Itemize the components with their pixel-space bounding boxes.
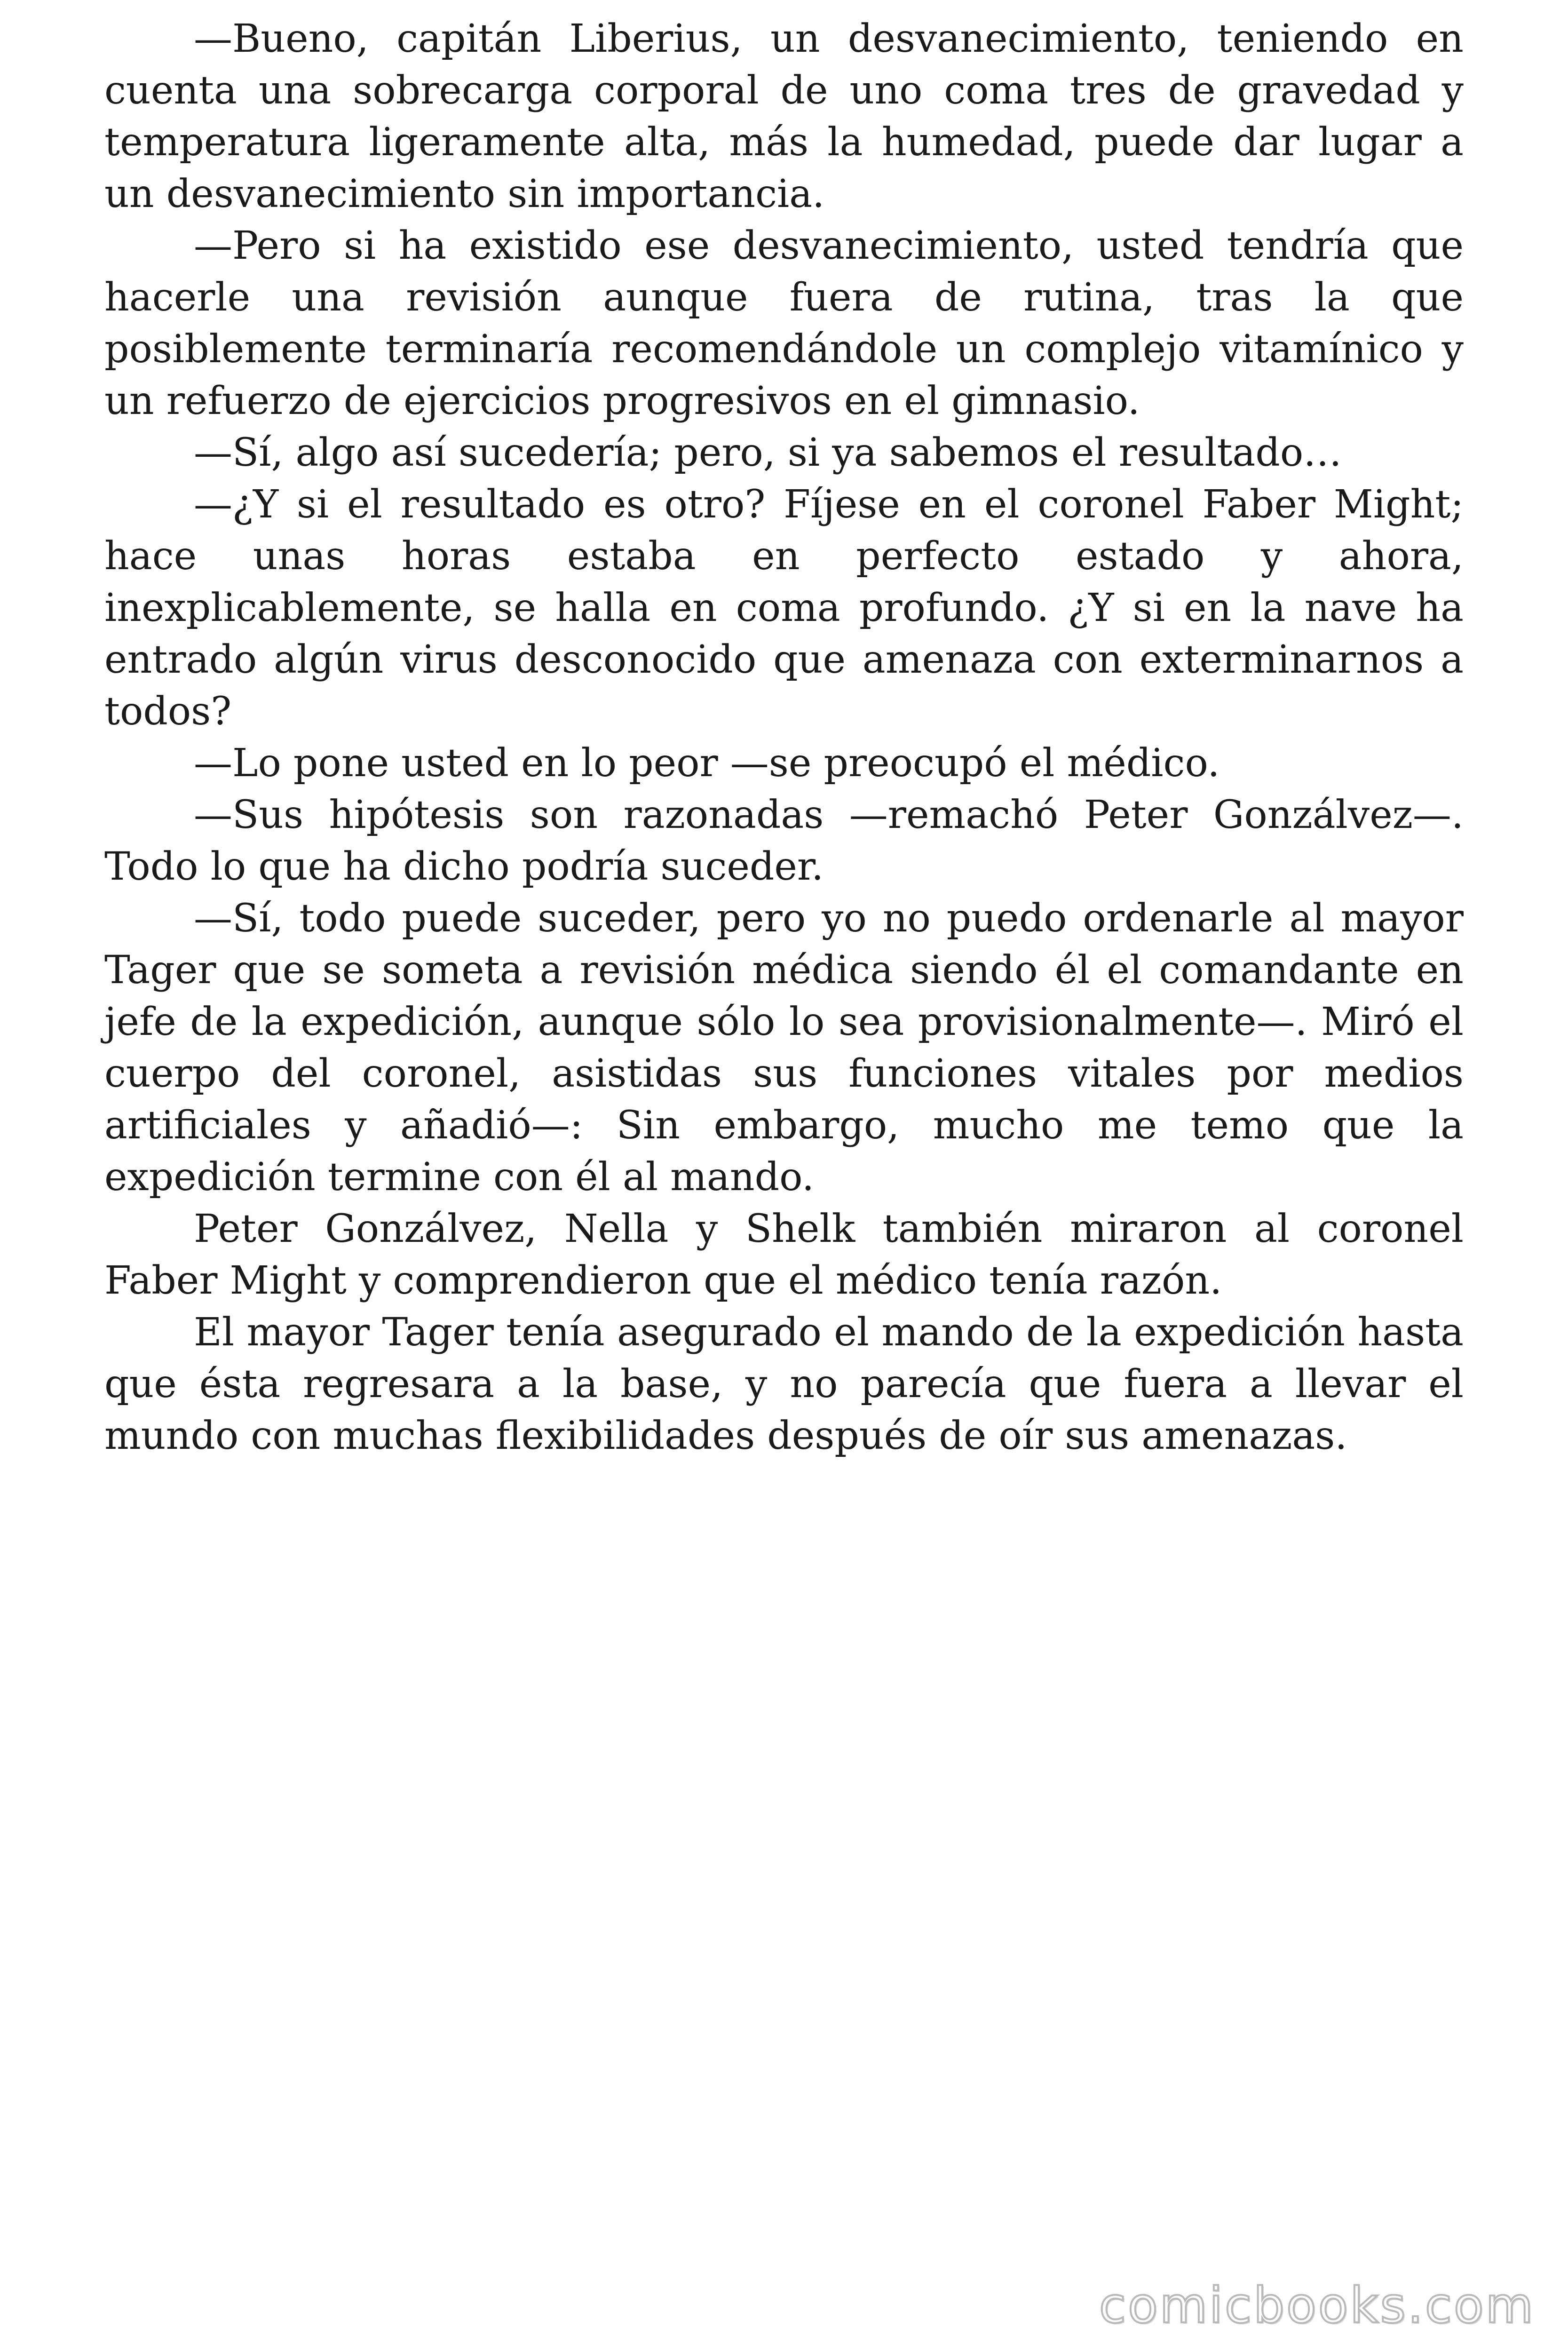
paragraph: —Pero si ha existido ese desvanecimiento, usted tendría que hacerle una revisión aunque fuera de rutina, tras la que posiblemente terminaría recomendándole un complejo vitamínico y un refuerzo de ejercicios progresivos en el gimnasio. [104,223,1464,423]
paragraph: —Sí, todo puede suceder, pero yo no puedo ordenarle al mayor Tager que se someta a revisión médica siendo él el comandante en jefe de la expedición, aunque sólo lo sea provisionalmente—. Miró el cuerpo del coronel, asistidas sus funciones vitales por medios artificiales y añadió—: Sin embargo, mucho me temo que la expedición termine con él al mando. [104,896,1464,1200]
body-text [104,13,1464,1462]
paragraph: —Sí, algo así sucedería; pero, si ya sabemos el resultado… [194,430,1342,475]
watermark: comicbooks.com [1099,2277,1535,2334]
paragraph: Peter Gonzálvez, Nella y Shelk también miraron al coronel Faber Might y comprendieron que el médico tenía razón. [104,1207,1464,1303]
paragraph: —Bueno, capitán Liberius, un desvanecimiento, teniendo en cuenta una sobrecarga corporal de uno coma tres de gravedad y temperatura ligeramente alta, más la humedad, puede dar lugar a un desvanecimiento sin importancia. [104,16,1464,216]
paragraph: —Sus hipótesis son razonadas —remachó Peter Gonzálvez—. Todo lo que ha dicho podría suceder. [104,793,1464,889]
paragraph: —Lo pone usted en lo peor —se preocupó el médico. [194,741,1220,786]
paragraph: El mayor Tager tenía asegurado el mando de la expedición hasta que ésta regresara a la base, y no parecía que fuera a llevar el mundo con muchas flexibilidades después de oír sus amenazas. [104,1310,1464,1458]
paragraph: —¿Y si el resultado es otro? Fíjese en el coronel Faber Might; hace unas horas estaba en perfecto estado y ahora, inexplicablemente, se halla en coma profundo. ¿Y si en la nave ha entrado algún virus desconocido que amenaza con exterminarnos a todos? [104,482,1464,734]
